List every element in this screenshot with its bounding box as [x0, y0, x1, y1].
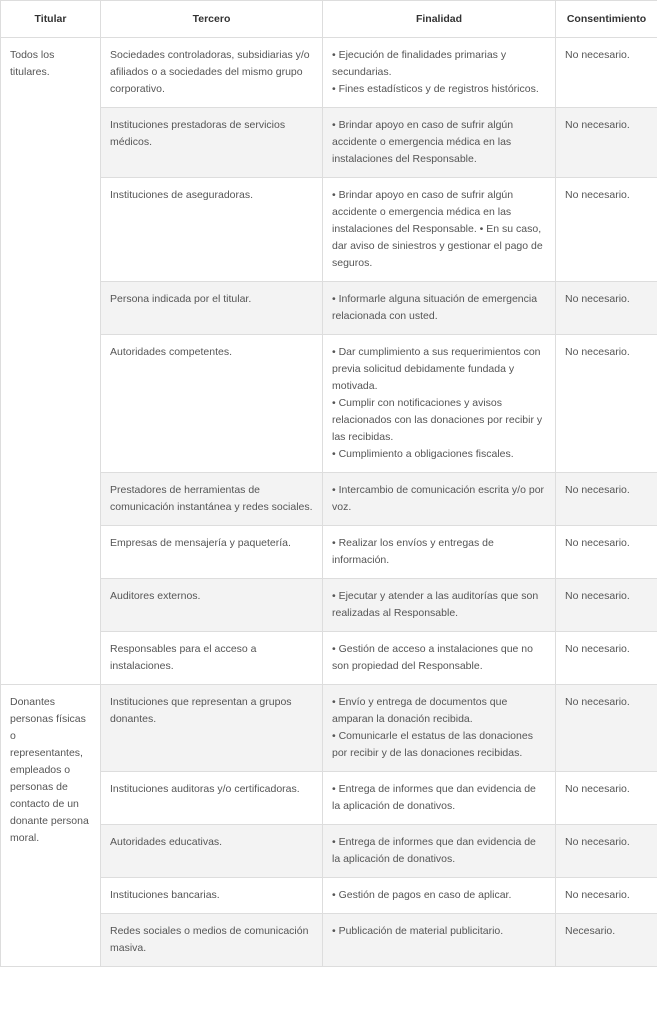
- header-row: [1, 1, 657, 38]
- finalidad-cell: [323, 38, 556, 108]
- header-titular: Titular: [1, 1, 101, 38]
- consentimiento-cell: No necesario.: [556, 685, 657, 772]
- finalidad-item: • Realizar los envíos y entregas de información.: [332, 537, 494, 566]
- consentimiento-cell: No necesario.: [556, 335, 657, 473]
- titular-cell: Donantes personas físicas o representantes, empleados o personas de contacto de un donante persona moral.: [1, 685, 101, 967]
- tercero-cell: Autoridades educativas.: [101, 825, 323, 878]
- consentimiento-cell: No necesario.: [556, 282, 657, 335]
- consentimiento-cell: Necesario.: [556, 914, 657, 967]
- finalidad-cell: [323, 878, 556, 914]
- tercero-cell: Redes sociales o medios de comunicación masiva.: [101, 914, 323, 967]
- finalidad-item: • Ejecución de finalidades primarias y secundarias.: [332, 49, 507, 78]
- finalidad-cell: [323, 825, 556, 878]
- consentimiento-cell: No necesario.: [556, 825, 657, 878]
- tercero-cell: Persona indicada por el titular.: [101, 282, 323, 335]
- finalidad-item: • Dar cumplimiento a sus requerimientos con previa solicitud debidamente fundada y motivada.: [332, 346, 541, 392]
- finalidad-item: • Fines estadísticos y de registros históricos.: [332, 83, 539, 95]
- finalidad-cell: [323, 335, 556, 473]
- finalidad-item: • Intercambio de comunicación escrita y/o por voz.: [332, 484, 545, 513]
- tercero-cell: Responsables para el acceso a instalaciones.: [101, 632, 323, 685]
- finalidad-item: • Gestión de acceso a instalaciones que no son propiedad del Responsable.: [332, 643, 533, 672]
- finalidad-item: • Entrega de informes que dan evidencia de la aplicación de donativos.: [332, 836, 536, 865]
- header-tercero: Tercero: [101, 1, 323, 38]
- finalidad-cell: [323, 685, 556, 772]
- finalidad-cell: [323, 473, 556, 526]
- tercero-cell: Instituciones de aseguradoras.: [101, 178, 323, 282]
- tercero-cell: Empresas de mensajería y paquetería.: [101, 526, 323, 579]
- consentimiento-cell: No necesario.: [556, 772, 657, 825]
- tercero-cell: Instituciones bancarias.: [101, 878, 323, 914]
- finalidad-cell: [323, 282, 556, 335]
- finalidad-item: • Gestión de pagos en caso de aplicar.: [332, 889, 512, 901]
- tercero-cell: Autoridades competentes.: [101, 335, 323, 473]
- finalidad-item: • Informarle alguna situación de emergencia relacionada con usted.: [332, 293, 538, 322]
- finalidad-item: • Envío y entrega de documentos que amparan la donación recibida.: [332, 696, 508, 725]
- finalidad-item: • Cumplimiento a obligaciones fiscales.: [332, 448, 514, 460]
- finalidad-cell: [323, 914, 556, 967]
- finalidad-item: • Brindar apoyo en caso de sufrir algún accidente o emergencia médica en las instalaciones del Responsable.: [332, 119, 514, 165]
- consentimiento-cell: No necesario.: [556, 178, 657, 282]
- tercero-cell: Sociedades controladoras, subsidiarias y/o afiliados o a sociedades del mismo grupo corporativo.: [101, 38, 323, 108]
- finalidad-cell: [323, 178, 556, 282]
- titular-cell: Todos los titulares.: [1, 38, 101, 685]
- finalidad-item: • Publicación de material publicitario.: [332, 925, 504, 937]
- tercero-cell: Instituciones que representan a grupos donantes.: [101, 685, 323, 772]
- consentimiento-cell: No necesario.: [556, 38, 657, 108]
- finalidad-cell: [323, 579, 556, 632]
- consentimiento-cell: No necesario.: [556, 632, 657, 685]
- tercero-cell: Auditores externos.: [101, 579, 323, 632]
- finalidad-cell: [323, 772, 556, 825]
- tercero-cell: Instituciones prestadoras de servicios médicos.: [101, 108, 323, 178]
- consentimiento-cell: No necesario.: [556, 473, 657, 526]
- finalidad-item: • Entrega de informes que dan evidencia de la aplicación de donativos.: [332, 783, 536, 812]
- finalidad-item: • Ejecutar y atender a las auditorías que son realizadas al Responsable.: [332, 590, 539, 619]
- table-header: [1, 1, 657, 38]
- finalidad-cell: [323, 632, 556, 685]
- header-consentimiento: Consentimiento: [556, 1, 657, 38]
- table-body: [1, 38, 657, 967]
- finalidad-item: • Brindar apoyo en caso de sufrir algún accidente o emergencia médica en las instalaciones del Responsable. • En su caso, dar aviso de siniestros y gestionar el pago de seguros.: [332, 189, 543, 269]
- table-row: [1, 685, 657, 772]
- finalidad-cell: [323, 108, 556, 178]
- consentimiento-cell: No necesario.: [556, 526, 657, 579]
- header-finalidad: Finalidad: [323, 1, 556, 38]
- table-row: [1, 38, 657, 108]
- tercero-cell: Instituciones auditoras y/o certificadoras.: [101, 772, 323, 825]
- finalidad-item: • Comunicarle el estatus de las donaciones por recibir y de las donaciones recibidas.: [332, 730, 533, 759]
- consentimiento-cell: No necesario.: [556, 878, 657, 914]
- finalidad-item: • Cumplir con notificaciones y avisos relacionados con las donaciones por recibir y las recibidas.: [332, 397, 543, 443]
- consentimiento-cell: No necesario.: [556, 579, 657, 632]
- finalidad-cell: [323, 526, 556, 579]
- tercero-cell: Prestadores de herramientas de comunicación instantánea y redes sociales.: [101, 473, 323, 526]
- consentimiento-cell: No necesario.: [556, 108, 657, 178]
